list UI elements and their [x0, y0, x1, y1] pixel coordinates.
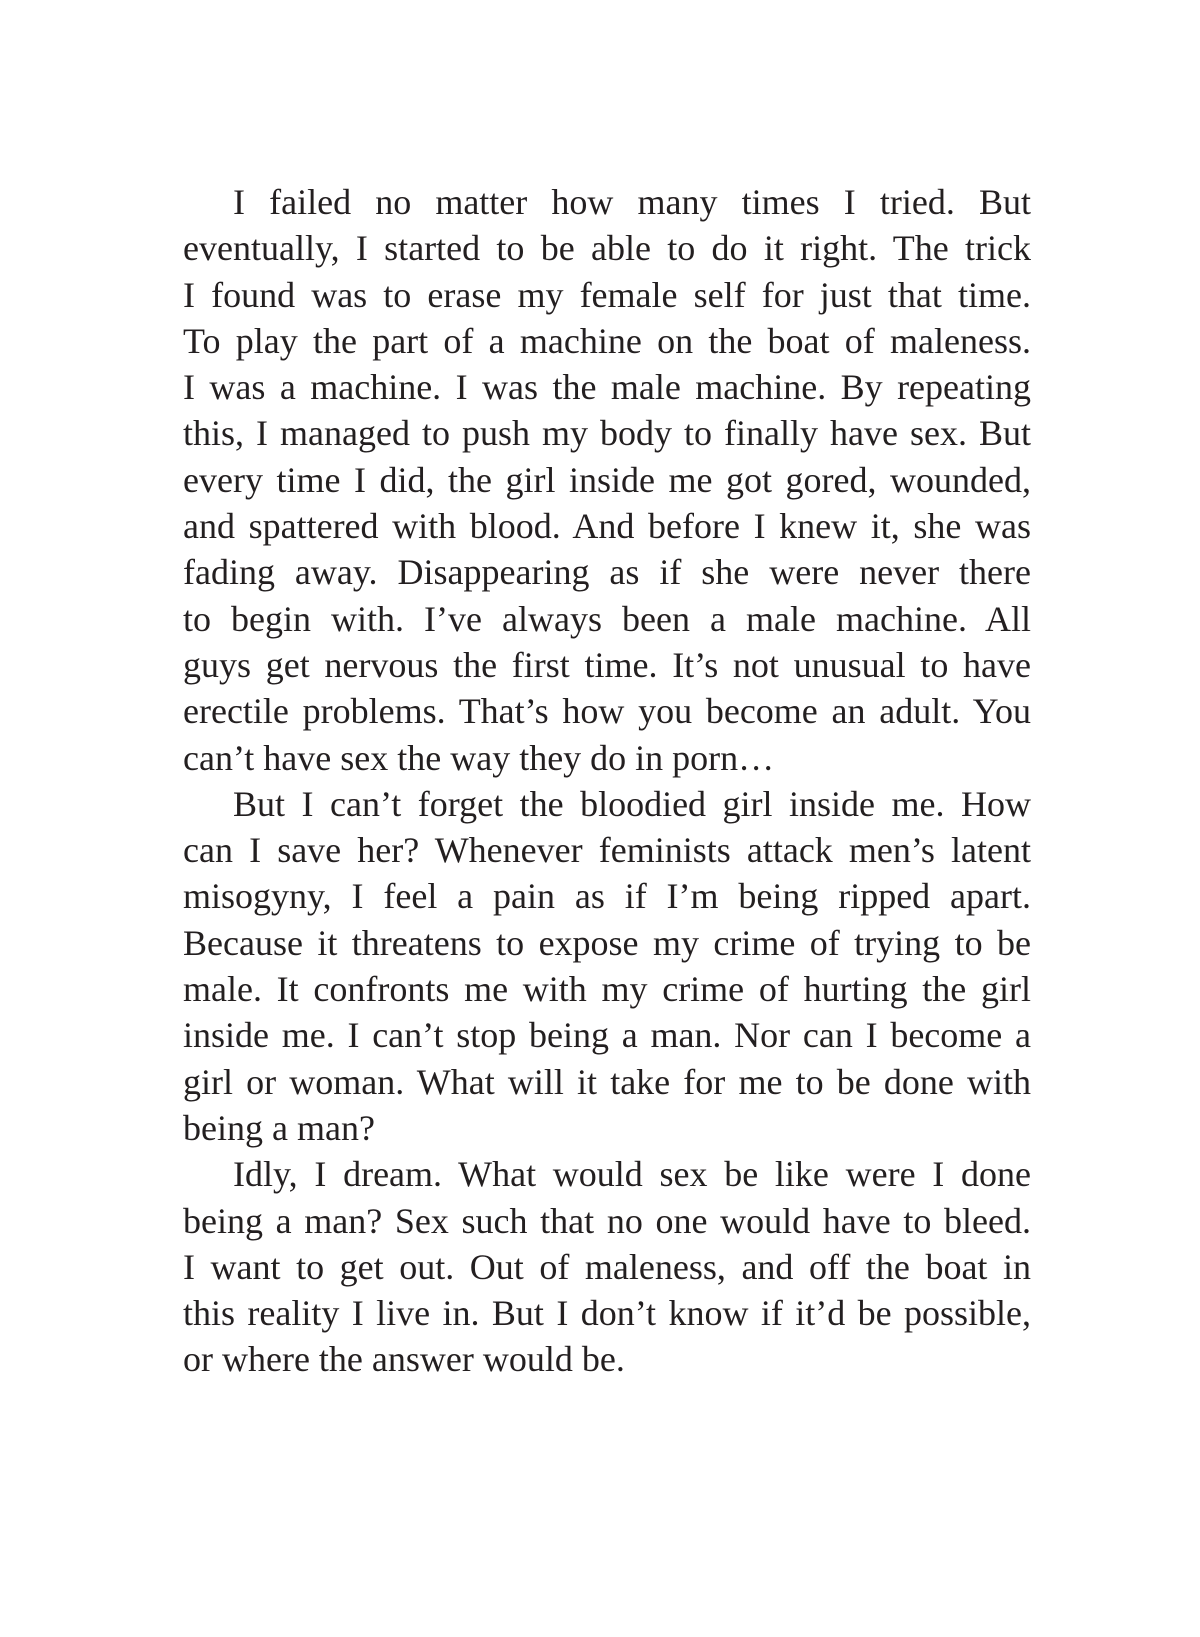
text-line: misogyny, I feel a pain as if I’m being ripped apart.: [183, 876, 1031, 917]
text-line: I found was to erase my female self for just that time.: [183, 274, 1031, 315]
paragraph-3: [133, 1151, 1031, 1382]
text-line: erectile problems. That’s how you become an adult. You: [183, 691, 1031, 732]
text-line: I was a machine. I was the male machine. By repeating: [183, 367, 1031, 408]
text-line: being a man? Sex such that no one would have to bleed.: [183, 1200, 1031, 1241]
text-line: I want to get out. Out of maleness, and off the boat in: [183, 1246, 1031, 1287]
text-line: girl or woman. What will it take for me to be done with: [183, 1061, 1031, 1102]
text-line: being a man?: [183, 1107, 375, 1148]
text-line: fading away. Disappearing as if she were never there: [183, 552, 1031, 593]
text-line: I failed no matter how many times I tried. But: [233, 182, 1031, 222]
text-line: this reality I live in. But I don’t know if it’d be possible,: [183, 1293, 1031, 1334]
text-line: eventually, I started to be able to do it right. The trick: [183, 228, 1031, 269]
text-line: this, I managed to push my body to finally have sex. But: [183, 413, 1031, 454]
body-text: [133, 179, 1031, 1383]
text-line: inside me. I can’t stop being a man. Nor can I become a: [183, 1015, 1031, 1056]
text-line: male. It confronts me with my crime of hurting the girl: [183, 969, 1031, 1010]
text-line: every time I did, the girl inside me got gored, wounded,: [183, 459, 1031, 500]
text-line: to begin with. I’ve always been a male machine. All: [183, 598, 1031, 639]
text-line: Idly, I dream. What would sex be like were I done: [233, 1154, 1031, 1195]
text-line: To play the part of a machine on the boat of maleness.: [183, 320, 1031, 361]
paragraph-2: [133, 781, 1031, 1151]
text-line: can’t have sex the way they do in porn…: [183, 737, 775, 778]
text-line: Because it threatens to expose my crime of trying to be: [183, 922, 1031, 963]
text-line: can I save her? Whenever feminists attack men’s latent: [183, 830, 1031, 871]
text-line: or where the answer would be.: [183, 1339, 625, 1380]
paragraph-1: [133, 179, 1031, 781]
text-line: But I can’t forget the bloodied girl inside me. How: [233, 783, 1031, 824]
text-line: and spattered with blood. And before I knew it, she was: [183, 506, 1031, 547]
text-line: guys get nervous the first time. It’s not unusual to have: [183, 644, 1031, 685]
